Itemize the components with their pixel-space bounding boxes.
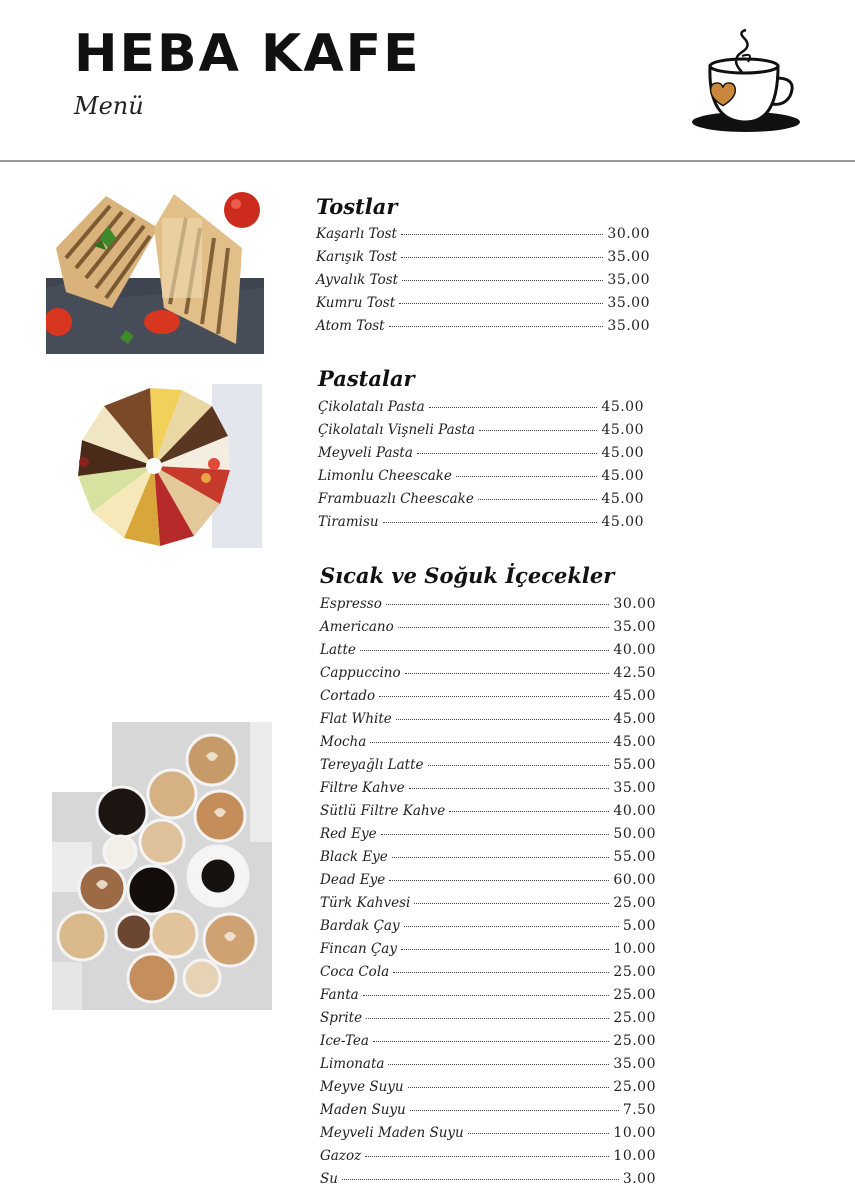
menu-item	[320, 872, 656, 894]
menu-item	[320, 987, 656, 1009]
dot-leader	[428, 765, 610, 766]
item-price: 30.00	[607, 226, 650, 242]
dot-leader	[388, 1064, 609, 1065]
item-price: 60.00	[613, 872, 656, 888]
item-name: Tereyağlı Latte	[320, 757, 424, 773]
menu-item	[320, 688, 656, 710]
item-name: Filtre Kahve	[320, 780, 405, 796]
item-price: 10.00	[613, 1125, 656, 1141]
item-price: 3.00	[622, 1171, 656, 1187]
dot-leader	[404, 926, 619, 927]
cafe-title: HEBA KAFE	[74, 24, 421, 84]
item-price: 25.00	[613, 1010, 656, 1026]
dot-leader	[363, 995, 610, 996]
menu-item	[320, 596, 656, 618]
section-title-tostlar: Tostlar	[316, 194, 398, 219]
dot-leader	[478, 499, 598, 500]
item-price: 45.00	[601, 514, 644, 530]
item-name: Çikolatalı Vişneli Pasta	[318, 422, 476, 438]
item-price: 45.00	[613, 711, 656, 727]
menu-item	[320, 1056, 656, 1078]
item-price: 45.00	[613, 734, 656, 750]
menu-item	[320, 895, 656, 917]
item-price: 45.00	[601, 399, 644, 415]
dot-leader	[365, 1156, 609, 1157]
item-price: 35.00	[607, 295, 650, 311]
dot-leader	[401, 257, 603, 258]
item-name: Sütlü Filtre Kahve	[320, 803, 446, 819]
item-name: Ayvalık Tost	[316, 272, 399, 288]
dot-leader	[401, 949, 609, 950]
item-price: 45.00	[601, 468, 644, 484]
menu-item	[320, 964, 656, 986]
menu-item	[316, 318, 650, 340]
item-name: Frambuazlı Cheescake	[318, 491, 474, 507]
menu-item	[318, 445, 644, 467]
dot-leader	[399, 303, 603, 304]
dot-leader	[417, 453, 597, 454]
item-price: 35.00	[607, 318, 650, 334]
item-name: Mocha	[320, 734, 367, 750]
item-name: Limonata	[320, 1056, 385, 1072]
menu-item	[318, 399, 644, 421]
item-name: Flat White	[320, 711, 392, 727]
menu-item	[320, 665, 656, 687]
menu-item	[320, 803, 656, 825]
coffee-cups-photo	[52, 722, 272, 1010]
menu-item	[320, 1102, 656, 1124]
item-name: Meyveli Pasta	[318, 445, 413, 461]
item-price: 50.00	[613, 826, 656, 842]
menu-item	[318, 514, 644, 536]
item-name: Espresso	[320, 596, 382, 612]
item-price: 25.00	[613, 987, 656, 1003]
item-name: Bardak Çay	[320, 918, 400, 934]
dot-leader	[409, 788, 610, 789]
dot-leader	[429, 407, 598, 408]
menu-item	[320, 642, 656, 664]
item-price: 25.00	[613, 964, 656, 980]
menu-item	[320, 734, 656, 756]
item-price: 35.00	[613, 1056, 656, 1072]
item-price: 45.00	[601, 491, 644, 507]
menu-item	[320, 1125, 656, 1147]
menu-item	[320, 918, 656, 940]
item-price: 40.00	[613, 642, 656, 658]
dot-leader	[389, 326, 604, 327]
coffee-cup-heart-icon	[686, 26, 804, 136]
item-price: 40.00	[613, 803, 656, 819]
menu-item	[318, 491, 644, 513]
dot-leader	[393, 972, 609, 973]
item-price: 45.00	[601, 445, 644, 461]
menu-item	[320, 711, 656, 733]
dot-leader	[379, 696, 609, 697]
item-name: Sprite	[320, 1010, 363, 1026]
section-title-pastalar: Pastalar	[318, 366, 415, 391]
dot-leader	[386, 604, 610, 605]
item-price: 55.00	[613, 849, 656, 865]
item-name: Çikolatalı Pasta	[318, 399, 425, 415]
dot-leader	[360, 650, 610, 651]
item-price: 35.00	[607, 249, 650, 265]
menu-item	[320, 780, 656, 802]
item-price: 25.00	[613, 1033, 656, 1049]
dot-leader	[396, 719, 610, 720]
item-name: Ice-Tea	[320, 1033, 369, 1049]
item-price: 35.00	[613, 780, 656, 796]
item-price: 55.00	[613, 757, 656, 773]
dot-leader	[410, 1110, 619, 1111]
dot-leader	[381, 834, 610, 835]
dot-leader	[373, 1041, 609, 1042]
item-name: Latte	[320, 642, 356, 658]
menu-item	[320, 941, 656, 963]
item-name: Fanta	[320, 987, 359, 1003]
item-name: Black Eye	[320, 849, 388, 865]
item-name: Türk Kahvesi	[320, 895, 411, 911]
menu-item	[316, 226, 650, 248]
dot-leader	[479, 430, 597, 431]
menu-item	[320, 1010, 656, 1032]
item-name: Americano	[320, 619, 394, 635]
menu-item	[320, 757, 656, 779]
menu-item	[316, 272, 650, 294]
menu-item	[320, 1033, 656, 1055]
menu-item	[318, 468, 644, 490]
dot-leader	[383, 522, 598, 523]
dot-leader	[342, 1179, 619, 1180]
menu-item	[316, 295, 650, 317]
item-name: Meyveli Maden Suyu	[320, 1125, 464, 1141]
menu-item	[320, 1079, 656, 1101]
menu-item	[318, 422, 644, 444]
item-price: 35.00	[613, 619, 656, 635]
item-name: Cappuccino	[320, 665, 401, 681]
menu-item	[320, 619, 656, 641]
section-title-icecekler: Sıcak ve Soğuk İçecekler	[320, 563, 615, 588]
dot-leader	[449, 811, 609, 812]
header-divider	[0, 160, 855, 162]
dot-leader	[408, 1087, 610, 1088]
dot-leader	[401, 234, 603, 235]
menu-item	[320, 1171, 656, 1193]
item-price: 45.00	[613, 688, 656, 704]
dot-leader	[414, 903, 609, 904]
item-name: Cortado	[320, 688, 376, 704]
item-price: 5.00	[622, 918, 656, 934]
item-price: 25.00	[613, 1079, 656, 1095]
dot-leader	[392, 857, 610, 858]
item-name: Su	[320, 1171, 338, 1187]
dot-leader	[370, 742, 609, 743]
dot-leader	[468, 1133, 610, 1134]
item-name: Meyve Suyu	[320, 1079, 404, 1095]
item-price: 42.50	[613, 665, 656, 681]
item-name: Maden Suyu	[320, 1102, 406, 1118]
item-name: Gazoz	[320, 1148, 362, 1164]
dot-leader	[456, 476, 597, 477]
item-price: 10.00	[613, 941, 656, 957]
cake-slices-photo	[76, 384, 262, 548]
menu-item	[320, 849, 656, 871]
dot-leader	[389, 880, 609, 881]
dot-leader	[398, 627, 610, 628]
item-name: Karışık Tost	[316, 249, 398, 265]
item-name: Coca Cola	[320, 964, 390, 980]
dot-leader	[402, 280, 603, 281]
menu-item	[316, 249, 650, 271]
dot-leader	[366, 1018, 609, 1019]
menu-item	[320, 1148, 656, 1170]
toast-sandwich-photo	[46, 188, 264, 354]
menu-subtitle: Menü	[74, 92, 144, 120]
item-price: 25.00	[613, 895, 656, 911]
item-name: Dead Eye	[320, 872, 386, 888]
item-name: Limonlu Cheescake	[318, 468, 452, 484]
menu-item	[320, 826, 656, 848]
item-name: Atom Tost	[316, 318, 385, 334]
item-price: 45.00	[601, 422, 644, 438]
item-name: Red Eye	[320, 826, 377, 842]
item-price: 10.00	[613, 1148, 656, 1164]
item-name: Tiramisu	[318, 514, 379, 530]
item-price: 35.00	[607, 272, 650, 288]
dot-leader	[405, 673, 610, 674]
item-name: Kaşarlı Tost	[316, 226, 397, 242]
item-name: Fincan Çay	[320, 941, 397, 957]
item-price: 7.50	[622, 1102, 656, 1118]
item-name: Kumru Tost	[316, 295, 396, 311]
item-price: 30.00	[613, 596, 656, 612]
